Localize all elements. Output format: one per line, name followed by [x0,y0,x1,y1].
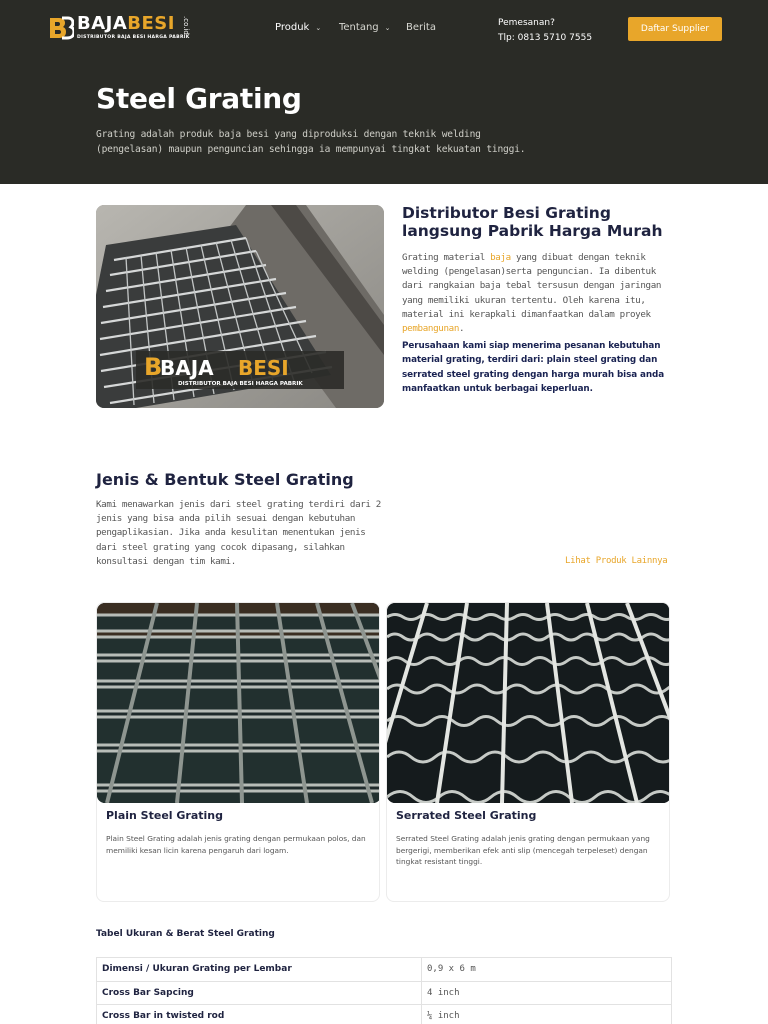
plain-grating-illustration [97,603,380,803]
intro-title: Distributor Besi Grating langsung Pabrik Harga Murah [402,204,663,240]
hero-description: Grating adalah produk baja besi yang diproduksi dengan teknik welding (pengelasan) maupun penguncian sehingga ia mempunyai tingkat kekuatan tinggi. [96,129,526,155]
baja-link[interactable]: baja [490,252,511,263]
svg-text:BAJA: BAJA [160,356,214,380]
more-products-link[interactable]: Lihat Produk Lainnya [565,556,668,566]
table-key: Dimensi / Ukuran Grating per Lembar [97,958,422,982]
page-title: Steel Grating [96,82,302,115]
card-title: Plain Steel Grating [106,809,223,822]
nav-produk-label: Produk [275,22,310,33]
nav-produk[interactable] [275,22,321,33]
table-key: Cross Bar in twisted rod [97,1005,422,1024]
order-contact [498,16,592,46]
plain-grating-photo [97,603,380,803]
order-label: Pemesanan? [498,18,555,28]
table-row [97,1005,672,1024]
logo-tld: .co.id [182,16,190,35]
brand-logo[interactable] [48,14,200,44]
chevron-down-icon: ⌄ [315,23,322,32]
table-key: Cross Bar Sapcing [97,981,422,1005]
table-value: 4 inch [422,981,672,1005]
types-description: Kami menawarkan jenis dari steel grating terdiri dari 2 jenis yang bisa anda pilih sesuai dengan kebutuhan pengaplikasian. Jika anda kesulitan menentukan jenis dari steel grating yang cocok dipasang, silahkan konsultasi dengan tim kami. [96,499,381,567]
table-value: ¼ inch [422,1005,672,1024]
product-card-serrated[interactable] [386,602,670,902]
nav-berita[interactable] [406,22,436,33]
serrated-grating-photo [387,603,670,803]
svg-text:BESI: BESI [238,356,289,380]
card-title: Serrated Steel Grating [396,809,537,822]
table-title: Tabel Ukuran & Berat Steel Grating [96,929,275,939]
nav-tentang-label: Tentang [339,22,379,33]
svg-text:B: B [144,353,163,381]
logo-tagline: DISTRIBUTOR BAJA BESI HARGA PABRIK [77,35,190,40]
intro-highlight: Perusahaan kami siap menerima pesanan kebutuhan material grating, terdiri dari: plain steel grating dan serrated steel grating dengan harga murah bisa anda manfaatkan untuk berbagai keperluan. [402,341,665,394]
grating-photo [96,205,384,408]
table-value: 0,9 x 6 m [422,958,672,982]
logo-mark-icon [48,16,74,40]
daftar-supplier-button[interactable]: Daftar Supplier [628,17,722,41]
hero-header [0,0,768,184]
card-description: Plain Steel Grating adalah jenis grating dengan permukaan polos, dan memiliki kesan licin karena pengaruh dari logam. [106,834,366,855]
nav-berita-label: Berita [406,22,436,33]
card-description: Serrated Steel Grating adalah jenis grating dengan permukaan yang bergerigi, memberikan efek anti slip (mencegah terpeleset) dengan tingkat resistant tinggi. [396,834,650,866]
chevron-down-icon: ⌄ [384,23,391,32]
types-title: Jenis & Bentuk Steel Grating [96,470,354,489]
grating-illustration [96,205,384,408]
table-row [97,958,672,982]
product-card-plain[interactable] [96,602,380,902]
table-row [97,981,672,1005]
intro-paragraph: Grating material baja yang dibuat dengan teknik welding (pengelasan)serta penguncian. Ia dibentuk dari rangkaian baja tebal tersusun dengan jaringan yang memiliki ukuran tertentu. Oleh karena itu, material ini kerapkali dimanfaatkan dalam proyek pembangunan. [402,252,662,335]
order-phone[interactable]: Tlp: 0813 5710 7555 [498,33,593,43]
logo-wordmark: BAJABESI [77,13,175,34]
nav-tentang[interactable] [339,22,391,33]
serrated-grating-illustration [387,603,670,803]
size-weight-table [96,957,672,1024]
svg-text:DISTRIBUTOR BAJA BESI HARGA PA: DISTRIBUTOR BAJA BESI HARGA PABRIK [178,381,303,387]
pembangunan-link[interactable]: pembangunan [402,323,459,335]
